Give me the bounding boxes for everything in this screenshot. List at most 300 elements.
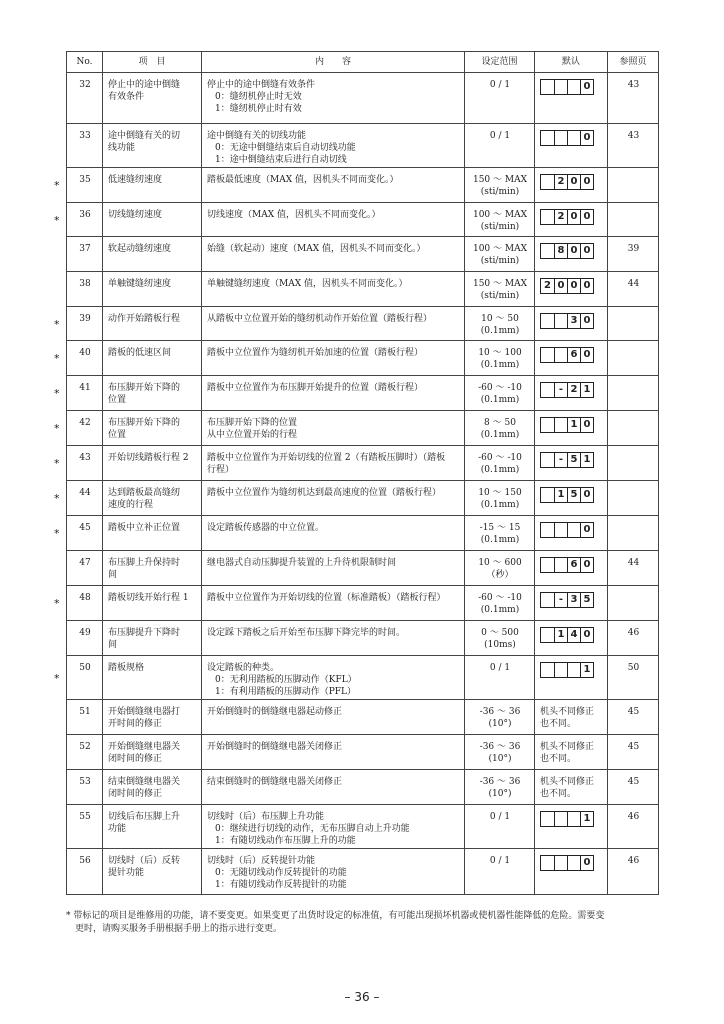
table-row (67, 272, 659, 307)
maintenance-star-marker: * (54, 213, 60, 227)
maintenance-star-marker: * (54, 457, 60, 470)
table-row (67, 168, 659, 203)
range-line: -15 ～ 15 (479, 523, 521, 533)
item-line: 开时间的修正 (108, 719, 163, 729)
item-line: 布压脚提升下降时 (108, 628, 181, 638)
row-default (535, 656, 608, 700)
row-default (535, 551, 608, 586)
range-line: (10°) (488, 789, 512, 799)
description-line: 开始倒缝时的倒缝继电器起动修正 (207, 707, 343, 717)
row-description (202, 770, 465, 805)
table-row (67, 516, 659, 551)
table-header-row (67, 52, 659, 73)
row-default (535, 307, 608, 341)
range-line: (0.1mm) (480, 326, 520, 336)
default-note: 机头不同修正 (540, 742, 595, 752)
default-value-display (540, 855, 594, 871)
item-line: 布压脚上升保持时 (108, 558, 181, 568)
row-range (465, 700, 535, 735)
row-reference-page: 50 (608, 656, 659, 700)
description-line: 途中倒缝有关的切线功能 (207, 131, 307, 141)
maintenance-star-marker: * (54, 422, 60, 435)
digit-box (541, 812, 554, 826)
table-row (67, 481, 659, 516)
description-line: 设定踏板的种类。 (207, 663, 280, 673)
row-description (202, 481, 465, 516)
digit-box: 2 (554, 175, 567, 189)
row-range (465, 272, 535, 307)
row-number: 50 (67, 656, 103, 700)
row-reference-page (608, 586, 659, 621)
table-row (67, 849, 659, 895)
digit-box (567, 523, 580, 537)
description-line: 0：无利用踏板的压脚动作（KFL） (215, 675, 357, 685)
digit-box: 5 (567, 453, 580, 467)
header-page: 参照页 (608, 52, 659, 73)
table-row (67, 341, 659, 376)
row-default (535, 341, 608, 376)
footnote (66, 910, 666, 936)
digit-box: 0 (567, 244, 580, 258)
table-row (67, 203, 659, 237)
row-number: 52 (67, 735, 103, 770)
item-line: 开始倒缝继电器关 (108, 742, 181, 752)
maintenance-star-marker: * (54, 179, 60, 192)
item-line: 切线后布压脚上升 (108, 812, 181, 822)
row-default (535, 168, 608, 203)
row-description (202, 237, 465, 272)
digit-box (554, 80, 567, 94)
digit-box: 0 (567, 279, 580, 293)
row-description (202, 700, 465, 735)
range-line: 150 ～ MAX (472, 175, 528, 185)
digit-box (554, 663, 567, 677)
description-line: 踏板中立位置作为缝纫机达到最高速度的位置（踏板行程） (207, 488, 442, 498)
default-value-display (540, 313, 594, 329)
row-number: 43 (67, 446, 103, 481)
row-description (202, 341, 465, 376)
row-default (535, 411, 608, 446)
description-line: 设定踏板传感器的中立位置。 (207, 523, 325, 533)
digit-box (541, 210, 554, 224)
digit-box: 0 (580, 314, 593, 328)
digit-box: - (554, 453, 567, 467)
row-item (103, 735, 202, 770)
digit-box: 5 (580, 593, 593, 607)
row-number: 49 (67, 621, 103, 656)
maintenance-star-marker: * (54, 527, 60, 540)
description-line: 布压脚开始下降的位置 (207, 418, 298, 428)
digit-box: 0 (580, 80, 593, 94)
digit-box: 0 (580, 488, 593, 502)
item-line: 开始倒缝继电器打 (108, 707, 181, 717)
row-description (202, 307, 465, 341)
row-reference-page: 45 (608, 735, 659, 770)
table-row (67, 124, 659, 168)
row-number: 44 (67, 481, 103, 516)
digit-box (541, 80, 554, 94)
row-item (103, 446, 202, 481)
digit-box: 6 (567, 558, 580, 572)
description-line: 踏板中立位置作为开始切线的位置 2（有踏板压脚时）（踏板 (207, 453, 446, 463)
row-number: 40 (67, 341, 103, 376)
row-item (103, 272, 202, 307)
digit-box: 0 (580, 628, 593, 642)
item-line: 闭时间的修正 (108, 754, 163, 764)
digit-box (541, 488, 554, 502)
digit-box (541, 628, 554, 642)
range-line: (0.1mm) (480, 605, 520, 615)
item-line: 踏板的低速区间 (108, 348, 172, 358)
row-default (535, 481, 608, 516)
row-reference-page: 45 (608, 700, 659, 735)
digit-box (567, 663, 580, 677)
table-row (67, 551, 659, 586)
table-row (67, 73, 659, 124)
range-line: (0.1mm) (480, 500, 520, 510)
table-row (67, 621, 659, 656)
range-line: (10ms) (484, 640, 516, 650)
header-item: 项 目 (103, 52, 202, 73)
row-range (465, 805, 535, 849)
range-line: 0 / 1 (489, 131, 511, 141)
item-line: 间 (108, 640, 118, 650)
digit-box: 3 (567, 314, 580, 328)
item-line: 踏板规格 (108, 663, 145, 673)
digit-box (554, 523, 567, 537)
row-default (535, 586, 608, 621)
description-line: 切线时（后）布压脚上升功能 (207, 812, 325, 822)
description-line: 0：缝纫机停止时无效 (215, 92, 302, 102)
description-line: 踏板中立位置作为缝纫机开始加速的位置（踏板行程） (207, 348, 424, 358)
row-range (465, 586, 535, 621)
row-default (535, 272, 608, 307)
description-line: 1：途中倒缝结束后进行自动切线 (215, 155, 347, 165)
row-item (103, 700, 202, 735)
row-item (103, 481, 202, 516)
maintenance-star-marker: * (54, 597, 60, 610)
row-number: 48 (67, 586, 103, 621)
digit-box (554, 314, 567, 328)
row-default (535, 805, 608, 849)
row-range (465, 124, 535, 168)
range-line: 0 / 1 (489, 856, 511, 866)
range-line: 0 / 1 (489, 663, 511, 673)
description-line: 0：无途中倒缝结束后自动切线功能 (215, 143, 356, 153)
row-description (202, 656, 465, 700)
description-line: 从踏板中立位置开始的缝纫机动作开始位置（踏板行程） (207, 314, 433, 324)
row-reference-page: 44 (608, 272, 659, 307)
row-item (103, 805, 202, 849)
row-number: 55 (67, 805, 103, 849)
digit-box (541, 418, 554, 432)
range-line: (0.1mm) (480, 430, 520, 440)
default-value-display (540, 174, 594, 190)
item-line: 单触键缝纫速度 (108, 279, 172, 289)
digit-box (541, 453, 554, 467)
row-item (103, 621, 202, 656)
digit-box (567, 80, 580, 94)
row-range (465, 849, 535, 895)
default-value-display (540, 347, 594, 363)
description-line: 设定踩下踏板之后开始至布压脚下降完毕的时间。 (207, 628, 406, 638)
range-line: (sti/min) (480, 222, 520, 232)
digit-box (554, 348, 567, 362)
digit-box: 0 (580, 131, 593, 145)
table-row (67, 656, 659, 700)
header-default: 默认 (535, 52, 608, 73)
item-line: 有效条件 (108, 92, 145, 102)
range-line: -36 ～ 36 (479, 742, 521, 752)
digit-box: - (554, 593, 567, 607)
digit-box (541, 244, 554, 258)
row-description (202, 376, 465, 411)
digit-box (567, 131, 580, 145)
range-line: (0.1mm) (480, 535, 520, 545)
range-line: -60 ～ -10 (478, 593, 522, 603)
row-item (103, 341, 202, 376)
digit-box: 4 (567, 628, 580, 642)
range-line: 0 ～ 500 (481, 628, 519, 638)
default-value-display (540, 130, 594, 146)
description-line: 1：有随切线动作布压脚上升的功能 (215, 836, 356, 846)
row-reference-page: 43 (608, 73, 659, 124)
row-range (465, 770, 535, 805)
row-range (465, 516, 535, 551)
default-value-display (540, 452, 594, 468)
row-description (202, 73, 465, 124)
row-number: 32 (67, 73, 103, 124)
row-number: 37 (67, 237, 103, 272)
table-row (67, 735, 659, 770)
range-line: 100 ～ MAX (472, 210, 528, 220)
digit-box (541, 856, 554, 870)
row-default (535, 203, 608, 237)
range-line: (0.1mm) (480, 465, 520, 475)
item-line: 位置 (108, 430, 127, 440)
row-description (202, 516, 465, 551)
digit-box (541, 131, 554, 145)
default-value-display (540, 79, 594, 95)
digit-box: 6 (567, 348, 580, 362)
row-description (202, 586, 465, 621)
table-row (67, 770, 659, 805)
row-reference-page (608, 516, 659, 551)
table-row (67, 805, 659, 849)
row-default (535, 700, 608, 735)
digit-box: 0 (580, 210, 593, 224)
row-reference-page: 39 (608, 237, 659, 272)
item-line: 结束倒缝继电器关 (108, 777, 181, 787)
range-line: 10 ～ 100 (478, 348, 522, 358)
range-line: -60 ～ -10 (478, 383, 522, 393)
row-number: 41 (67, 376, 103, 411)
row-description (202, 805, 465, 849)
row-range (465, 735, 535, 770)
digit-box (554, 418, 567, 432)
range-line: (0.1mm) (480, 360, 520, 370)
item-line: 功能 (108, 824, 127, 834)
row-description (202, 272, 465, 307)
range-line: (10°) (488, 754, 512, 764)
digit-box (567, 812, 580, 826)
digit-box: 0 (580, 175, 593, 189)
range-line: (0.1mm) (480, 395, 520, 405)
row-item (103, 124, 202, 168)
digit-box (541, 175, 554, 189)
row-range (465, 446, 535, 481)
default-note: 也不同。 (540, 789, 577, 799)
page-number: – 36 – (344, 990, 380, 1004)
digit-box: 1 (580, 812, 593, 826)
digit-box: 5 (567, 488, 580, 502)
default-value-display (540, 382, 594, 398)
digit-box: 0 (580, 558, 593, 572)
row-reference-page: 44 (608, 551, 659, 586)
default-value-display (540, 592, 594, 608)
digit-box (541, 314, 554, 328)
description-line: 始缝（软起动）速度（MAX 值，因机头不同而变化。） (207, 244, 426, 254)
item-line: 踏板中立补正位置 (108, 523, 181, 533)
row-range (465, 621, 535, 656)
default-value-display (540, 811, 594, 827)
digit-box (554, 856, 567, 870)
row-reference-page (608, 168, 659, 203)
maintenance-star-marker: * (54, 671, 60, 685)
description-line: 0：继续进行切线的动作，无布压脚自动上升功能 (215, 824, 410, 834)
digit-box: 0 (580, 279, 593, 293)
item-line: 途中倒缝有关的切 (108, 131, 181, 141)
default-value-display (540, 278, 594, 294)
digit-box (567, 856, 580, 870)
default-value-display (540, 417, 594, 433)
range-line: -36 ～ 36 (479, 777, 521, 787)
row-default (535, 849, 608, 895)
range-line: (sti/min) (480, 256, 520, 266)
row-reference-page (608, 203, 659, 237)
row-reference-page: 43 (608, 124, 659, 168)
item-line: 线功能 (108, 143, 136, 153)
default-value-display (540, 243, 594, 259)
row-range (465, 73, 535, 124)
default-note: 机头不同修正 (540, 777, 595, 787)
row-description (202, 735, 465, 770)
header-content: 内 容 (202, 52, 465, 73)
description-line: 停止中的途中倒缝有效条件 (207, 80, 316, 90)
row-reference-page (608, 411, 659, 446)
row-default (535, 446, 608, 481)
item-line: 踏板切线开始行程 1 (108, 593, 189, 603)
digit-box: 1 (567, 418, 580, 432)
row-reference-page: 46 (608, 805, 659, 849)
row-reference-page (608, 376, 659, 411)
row-description (202, 551, 465, 586)
digit-box: 0 (567, 210, 580, 224)
row-number: 38 (67, 272, 103, 307)
range-line: 0 / 1 (489, 80, 511, 90)
digit-box: 2 (544, 280, 551, 291)
row-item (103, 307, 202, 341)
row-item (103, 73, 202, 124)
default-value-display (540, 522, 594, 538)
digit-box: 1 (580, 383, 593, 397)
digit-box (541, 523, 554, 537)
digit-box: 8 (554, 244, 567, 258)
table-row (67, 307, 659, 341)
default-value-display (540, 487, 594, 503)
footnote-line: * 带标记的项目是维修用的功能，请不要变更。如果变更了出货时设定的标准值，有可能出现损坏机器或使机器性能降低的危险。需要变 (66, 911, 605, 921)
row-description (202, 446, 465, 481)
row-item (103, 168, 202, 203)
item-line: 提针功能 (108, 868, 145, 878)
row-number: 56 (67, 849, 103, 895)
row-number: 53 (67, 770, 103, 805)
range-line: 10 ～ 50 (481, 314, 519, 324)
description-line: 单触键缝纫速度（MAX 值，因机头不同而变化。） (207, 279, 408, 289)
range-line: 10 ～ 150 (478, 488, 522, 498)
digit-box: 0 (580, 244, 593, 258)
default-value-display (540, 557, 594, 573)
item-line: 切线缝纫速度 (108, 210, 163, 220)
row-item (103, 237, 202, 272)
description-line: 开始倒缝时的倒缝继电器关闭修正 (207, 742, 343, 752)
default-value-display (540, 209, 594, 225)
description-line: 踏板中立位置作为布压脚开始提升的位置（踏板行程） (207, 383, 424, 393)
digit-box: 0 (567, 175, 580, 189)
row-default (535, 237, 608, 272)
row-number: 33 (67, 124, 103, 168)
digit-box: 0 (580, 856, 593, 870)
row-default (535, 124, 608, 168)
digit-box (541, 383, 554, 397)
default-note: 也不同。 (540, 719, 577, 729)
digit-box: 1 (580, 453, 593, 467)
row-item (103, 203, 202, 237)
digit-box: 0 (554, 279, 567, 293)
row-range (465, 481, 535, 516)
description-line: 切线时（后）反转提针功能 (207, 856, 316, 866)
range-line: (sti/min) (480, 187, 520, 197)
range-line: （秒） (486, 570, 514, 580)
item-line: 位置 (108, 395, 127, 405)
maintenance-star-marker: * (54, 492, 60, 505)
description-line: 继电器式自动压脚提升装置的上升待机限制时间 (207, 558, 397, 568)
function-setting-table (66, 51, 659, 895)
table-row (67, 376, 659, 411)
row-item (103, 411, 202, 446)
row-item (103, 516, 202, 551)
range-line: 10 ～ 600 (478, 558, 522, 568)
digit-box (554, 558, 567, 572)
row-reference-page: 46 (608, 621, 659, 656)
table-row (67, 237, 659, 272)
row-range (465, 656, 535, 700)
digit-box: 1 (554, 628, 567, 642)
footnote-line: 更时，请购买服务手册根据手册上的指示进行变更。 (66, 924, 283, 934)
table-row (67, 446, 659, 481)
item-line: 闭时间的修正 (108, 789, 163, 799)
row-number: 51 (67, 700, 103, 735)
row-range (465, 237, 535, 272)
default-value-display (540, 627, 594, 643)
description-line: 1：缝纫机停止时有效 (215, 104, 302, 114)
item-line: 间 (108, 570, 118, 580)
digit-box (541, 558, 554, 572)
item-line: 切线时（后）反转 (108, 856, 181, 866)
row-range (465, 168, 535, 203)
maintenance-star-marker: * (54, 352, 60, 365)
description-line: 行程） (207, 465, 235, 475)
